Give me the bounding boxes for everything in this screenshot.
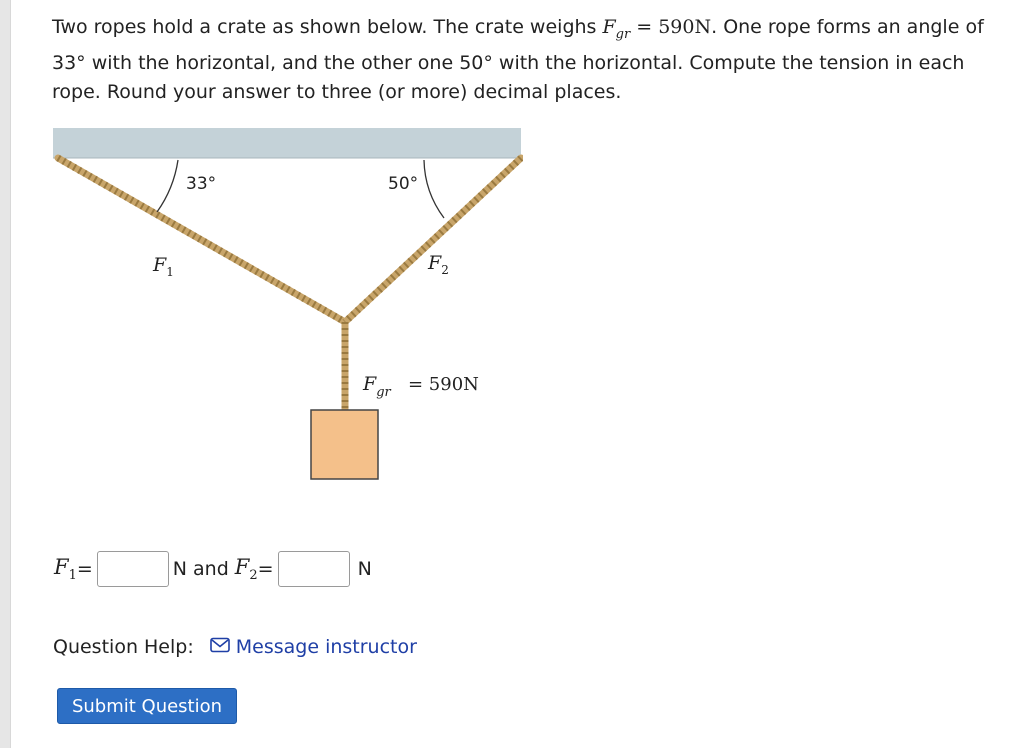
f1-label: $F_1$ (153, 254, 174, 279)
crate (311, 410, 378, 479)
question-help-label: Question Help: (53, 636, 194, 658)
ceiling (53, 128, 521, 158)
unit-and-label: N and (172, 558, 229, 580)
rope-right-texture (345, 158, 521, 322)
weight-value: = 590N (630, 16, 712, 38)
question-text (52, 13, 1002, 107)
mail-icon (210, 636, 230, 658)
answer-row (54, 548, 372, 590)
unit-label: N (357, 558, 372, 580)
f1-equals: = (76, 558, 93, 580)
angle-arc-right (424, 160, 444, 218)
message-instructor-link[interactable]: Message instructor (235, 636, 417, 658)
f1-answer-label: $F_1$ (54, 554, 77, 584)
f2-equals: = (257, 558, 274, 580)
angle-arc-left (157, 160, 178, 212)
question-part1: Two ropes hold a crate as shown below. The crate weighs (52, 16, 603, 38)
f2-label: $F_2$ (428, 252, 449, 277)
fgr-label: $F_{gr}$ (363, 373, 391, 400)
weight-symbol: $F_{gr}$ (602, 16, 631, 42)
figure-svg (53, 126, 523, 486)
rope-crate-figure (53, 126, 523, 486)
f1-answer-input[interactable] (97, 551, 169, 587)
angle-label-left: 33° (186, 174, 217, 194)
fgr-value: = 590N (408, 374, 479, 395)
f2-answer-label: $F_2$ (234, 554, 258, 584)
page-left-border (0, 0, 11, 748)
question-help (53, 636, 417, 658)
question-part2: . One rope forms an angle of 33° with the horizontal, and the other one 50° with the horizontal. Compute the tension in each rope. Round your answer to three (or more) decimal places. (52, 16, 984, 103)
f2-answer-input[interactable] (278, 551, 350, 587)
submit-question-button[interactable]: Submit Question (57, 688, 237, 724)
angle-label-right: 50° (388, 174, 419, 194)
